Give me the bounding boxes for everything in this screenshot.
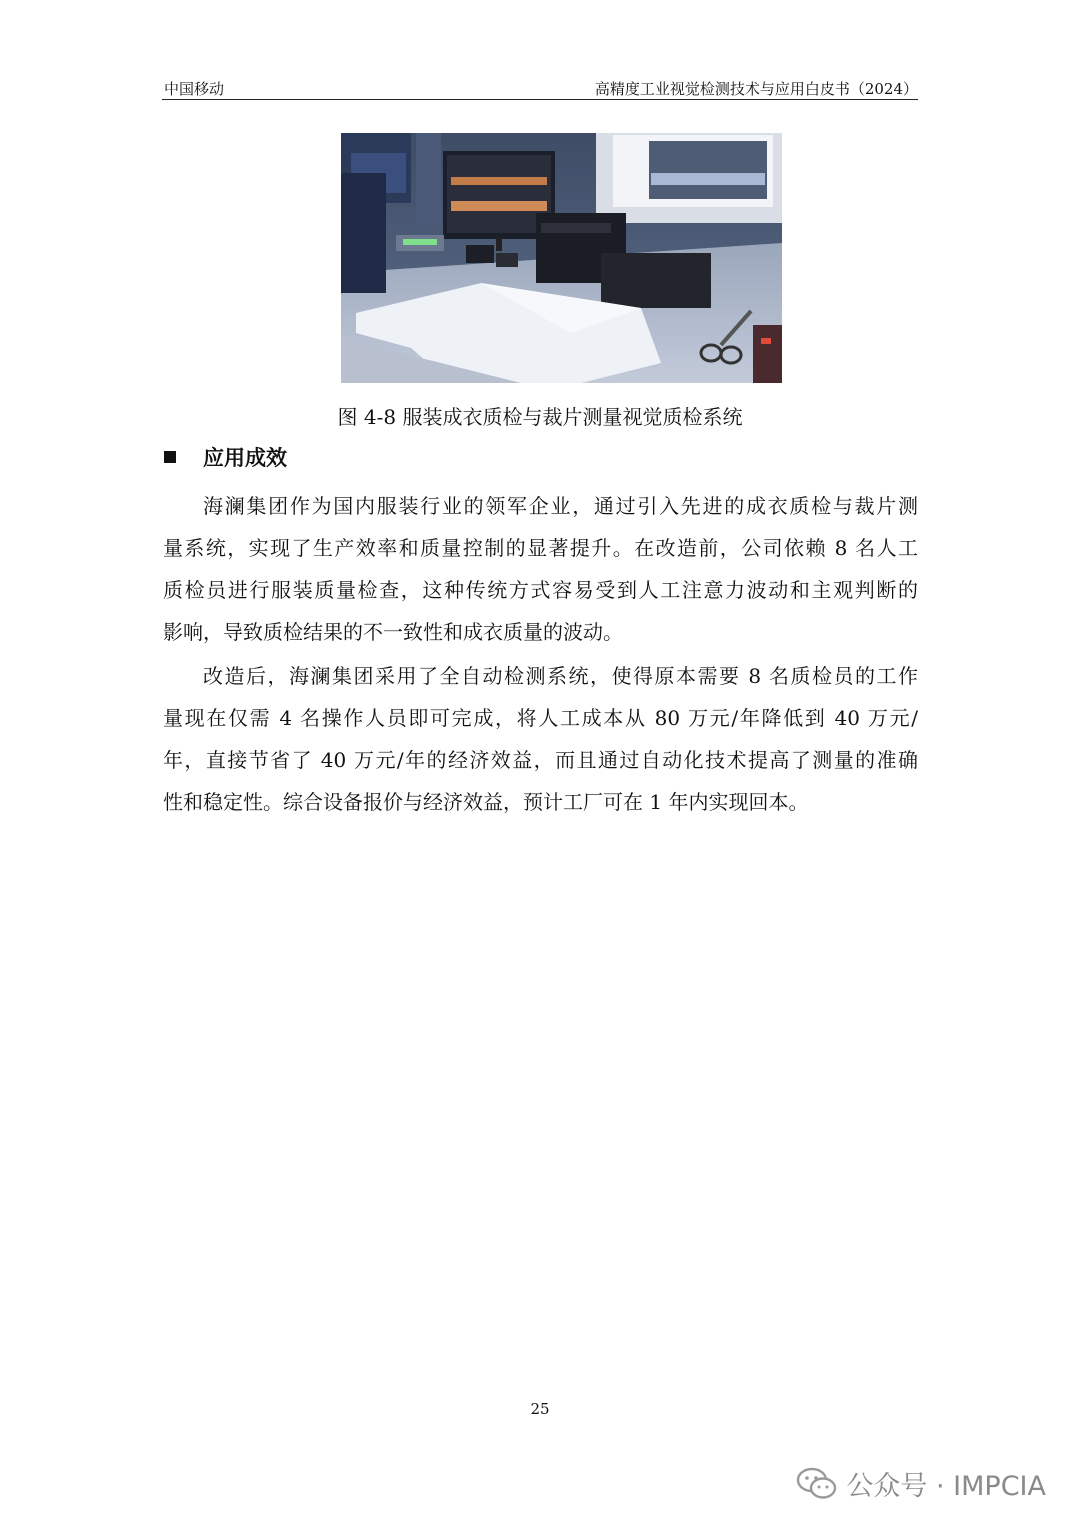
paragraph-2 xyxy=(163,655,918,823)
figure-caption: 图 4-8 服装成衣质检与裁片测量视觉质检系统 xyxy=(337,405,743,429)
wechat-icon xyxy=(796,1466,838,1502)
header-org: 中国移动 xyxy=(164,80,225,98)
figure-photo xyxy=(341,133,782,383)
section-heading xyxy=(164,442,287,472)
watermark xyxy=(796,1464,1046,1503)
paragraph-line: 性和稳定性。综合设备报价与经济效益，预计工厂可在 1 年内实现回本。 xyxy=(163,790,809,814)
paragraph-1 xyxy=(163,485,918,653)
paragraph-line: 年，直接节省了 40 万元/年的经济效益，而且通过自动化技术提高了测量的准确 xyxy=(163,748,918,772)
paragraph-line: 质检员进行服装质量检查，这种传统方式容易受到人工注意力波动和主观判断的 xyxy=(163,578,918,602)
paragraph-line: 改造后，海澜集团采用了全自动检测系统，使得原本需要 8 名质检员的工作 xyxy=(203,664,918,688)
header-doc-title: 高精度工业视觉检测技术与应用白皮书（2024） xyxy=(594,80,918,98)
watermark-text: 公众号 · IMPCIA xyxy=(846,1471,1046,1502)
paragraph-line: 海澜集团作为国内服装行业的领军企业，通过引入先进的成衣质检与裁片测 xyxy=(203,494,918,518)
page-number: 25 xyxy=(530,1400,550,1418)
paragraph-line: 量系统，实现了生产效率和质量控制的显著提升。在改造前，公司依赖 8 名人工 xyxy=(163,536,918,560)
inspection-station-photo xyxy=(341,133,782,383)
header-rule xyxy=(162,99,918,100)
square-bullet-icon xyxy=(164,451,176,463)
paragraph-line: 影响，导致质检结果的不一致性和成衣质量的波动。 xyxy=(163,620,623,644)
section-title: 应用成效 xyxy=(203,446,287,470)
paragraph-line: 量现在仅需 4 名操作人员即可完成，将人工成本从 80 万元/年降低到 40 万元/ xyxy=(163,706,918,730)
